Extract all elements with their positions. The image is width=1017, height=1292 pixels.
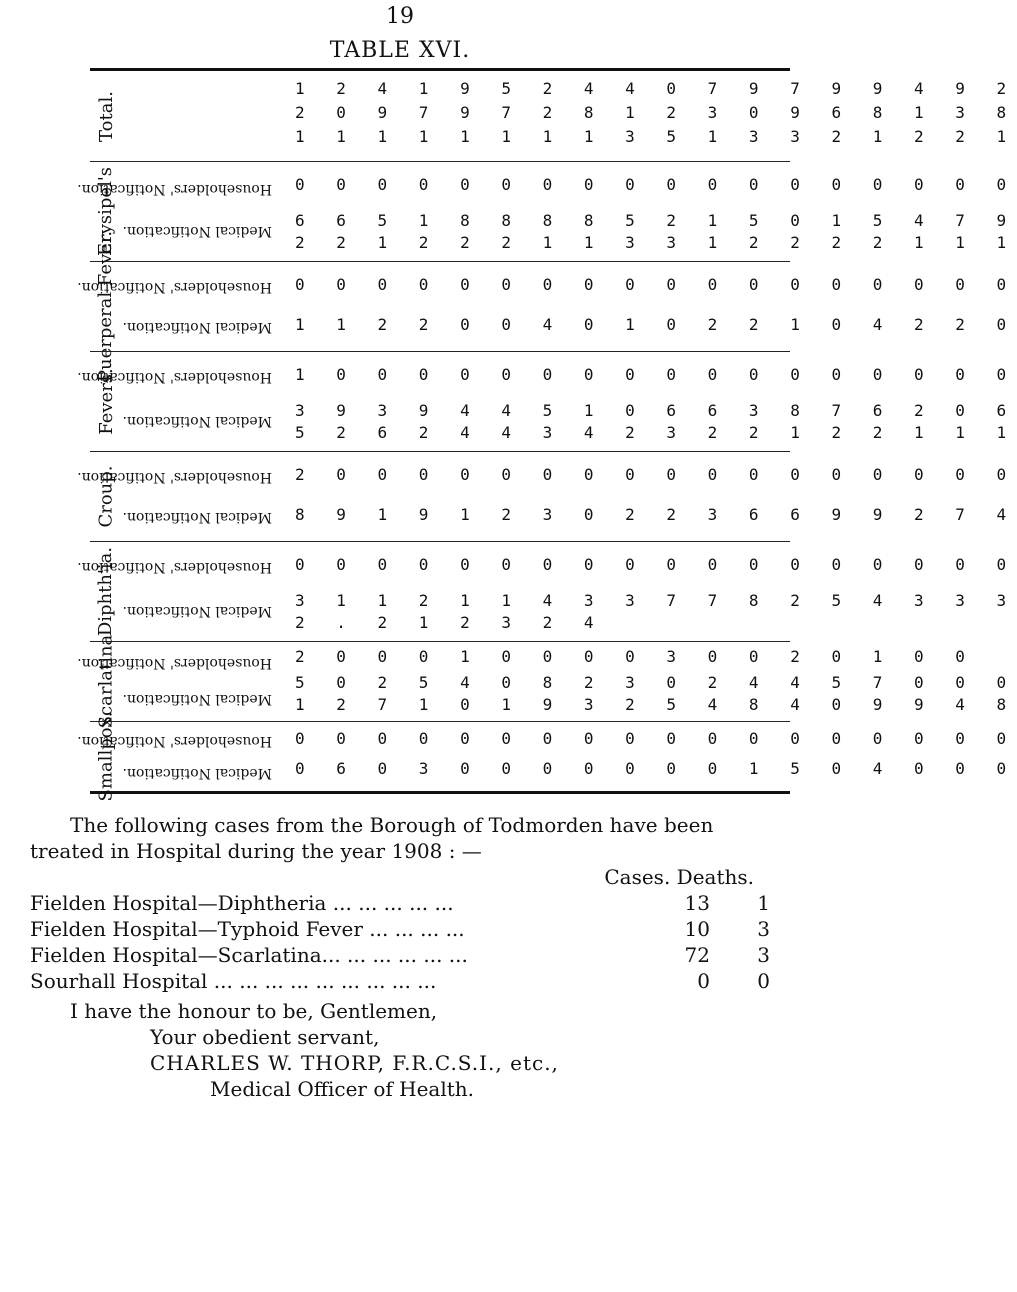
hospital-row-cases: 0 bbox=[697, 969, 710, 993]
group-label-diphtheria: Diphth'ia. bbox=[95, 546, 117, 636]
sub-erysipelas-medical: Medical Notification. bbox=[122, 223, 272, 239]
row-puerperal-householders: 0 0 0 0 0 0 0 0 0 0 0 0 0 0 0 0 0 0 bbox=[295, 275, 1017, 294]
hospital-row-deaths: 3 bbox=[757, 917, 770, 941]
officer-title: Medical Officer of Health. bbox=[210, 1077, 475, 1101]
group-label-puerperal: Puerperal Fever. bbox=[95, 230, 117, 382]
group-scarlatina bbox=[77, 634, 1017, 728]
group-label-erysipelas: Erysipel's bbox=[95, 166, 117, 256]
row-diphtheria-medical-2: 2 . 2 1 2 3 2 4 bbox=[295, 613, 605, 632]
group-label-fevers: Fevers. bbox=[95, 367, 117, 435]
sub-smallpox-medical: Medical Notification. bbox=[122, 765, 272, 781]
row-total: 1 2 4 1 9 5 2 4 4 0 7 9 7 9 9 4 9 2 bbox=[295, 79, 1017, 98]
hospital-row-desc: Sourhall Hospital ... ... ... ... ... ... ... ... ... bbox=[30, 969, 437, 993]
hospital-row-deaths: 3 bbox=[757, 943, 770, 967]
group-croup bbox=[77, 451, 1017, 542]
sub-diphtheria-householders: Householders' Notification. bbox=[77, 559, 272, 575]
hospital-row-cases: 10 bbox=[684, 917, 710, 941]
hospital-row-desc: Fielden Hospital—Typhoid Fever ... ... ... ... bbox=[30, 917, 465, 941]
hospital-row bbox=[30, 916, 770, 942]
row-fevers-householders: 1 0 0 0 0 0 0 0 0 0 0 0 0 0 0 0 0 0 bbox=[295, 365, 1017, 384]
intro-paragraph: The following cases from the Borough of Todmorden have been treated in Hospital during the year 1908 : — bbox=[30, 813, 714, 863]
row-total-2: 2 0 9 7 9 7 2 8 1 2 3 0 9 6 8 1 3 8 bbox=[295, 103, 1017, 122]
closing-line-2: Your obedient servant, bbox=[150, 1025, 380, 1049]
sub-scarlatina-medical: Medical Notification. bbox=[122, 691, 272, 707]
row-croup-medical: 8 9 1 9 1 2 3 0 2 2 3 6 6 9 9 2 7 4 bbox=[295, 505, 1017, 524]
group-label-smallpox: Smallpox. bbox=[95, 711, 117, 801]
sub-erysipelas-householders: Householders' Notification. bbox=[77, 181, 272, 197]
hospital-row-deaths: 0 bbox=[757, 969, 770, 993]
group-total bbox=[90, 71, 1017, 162]
row-erysipelas-medical-2: 2 2 1 2 2 2 1 1 3 3 1 2 2 2 2 1 1 1 bbox=[295, 233, 1017, 252]
rotated-table bbox=[77, 68, 1017, 801]
row-diphtheria-householders: 0 0 0 0 0 0 0 0 0 0 0 0 0 0 0 0 0 0 bbox=[295, 555, 1017, 574]
hospital-row-desc: Fielden Hospital—Diphtheria ... ... ... ... ... bbox=[30, 891, 454, 915]
row-fevers-medical: 3 9 3 9 4 4 5 1 0 6 6 3 8 7 6 2 0 6 bbox=[295, 401, 1017, 420]
row-smallpox-medical: 0 6 0 3 0 0 0 0 0 0 0 1 5 0 4 0 0 0 bbox=[295, 759, 1017, 778]
hospital-row bbox=[30, 942, 770, 968]
signature: CHARLES W. THORP, F.R.C.S.I., etc., bbox=[150, 1051, 559, 1075]
group-smallpox bbox=[77, 711, 1017, 801]
row-croup-householders: 2 0 0 0 0 0 0 0 0 0 0 0 0 0 0 0 0 0 bbox=[295, 465, 1017, 484]
row-scarlatina-medical-2: 1 2 7 1 0 1 9 3 2 5 4 8 4 0 9 9 4 8 bbox=[295, 695, 1017, 714]
row-erysipelas-householders: 0 0 0 0 0 0 0 0 0 0 0 0 0 0 0 0 0 0 bbox=[295, 175, 1017, 194]
group-diphtheria bbox=[77, 541, 1017, 642]
group-label-total: Total. bbox=[95, 90, 117, 142]
hospital-row bbox=[30, 968, 770, 994]
row-scarlatina-householders: 2 0 0 0 1 0 0 0 0 3 0 0 2 0 1 0 0 bbox=[295, 647, 976, 666]
group-erysipelas bbox=[77, 161, 1017, 262]
closing-line: I have the honour to be, Gentlemen, bbox=[70, 999, 438, 1023]
row-total-3: 1 1 1 1 1 1 1 1 3 5 1 3 3 2 1 2 2 1 bbox=[295, 127, 1017, 146]
hospital-row-cases: 13 bbox=[684, 891, 710, 915]
row-fevers-medical-2: 5 2 6 2 4 4 3 4 2 3 2 2 1 2 2 1 1 1 bbox=[295, 423, 1017, 442]
hospital-row-desc: Fielden Hospital—Scarlatina... ... ... ... ... ... bbox=[30, 943, 468, 967]
report-text bbox=[30, 812, 770, 1102]
sub-fevers-medical: Medical Notification. bbox=[122, 413, 272, 429]
row-erysipelas-medical: 6 6 5 1 8 8 8 8 5 2 1 5 0 1 5 4 7 9 bbox=[295, 211, 1017, 230]
sub-puerperal-householders: Householders' Notification. bbox=[77, 279, 272, 295]
cases-deaths-header: Cases. Deaths. bbox=[604, 865, 754, 889]
group-label-croup: Croup. bbox=[95, 464, 117, 528]
table-title: TABLE XVI. bbox=[329, 38, 471, 63]
sub-croup-householders: Householders' Notification. bbox=[77, 469, 272, 485]
hospital-row bbox=[30, 890, 770, 916]
sub-smallpox-householders: Householders' Notification. bbox=[77, 733, 272, 749]
group-fevers bbox=[77, 351, 1017, 452]
hospital-row-cases: 72 bbox=[684, 943, 710, 967]
row-smallpox-householders: 0 0 0 0 0 0 0 0 0 0 0 0 0 0 0 0 0 0 bbox=[295, 729, 1017, 748]
sub-fevers-householders: Householders' Notification. bbox=[77, 369, 272, 385]
sub-puerperal-medical: Medical Notification. bbox=[122, 319, 272, 335]
sub-croup-medical: Medical Notification. bbox=[122, 509, 272, 525]
group-label-scarlatina: Scarlatina bbox=[95, 634, 117, 728]
sub-diphtheria-medical: Medical Notification. bbox=[122, 603, 272, 619]
row-scarlatina-medical: 5 0 2 5 4 0 8 2 3 0 2 4 4 5 7 0 0 0 bbox=[295, 673, 1017, 692]
page-number: 19 bbox=[386, 4, 414, 29]
row-puerperal-medical: 1 1 2 2 0 0 4 0 1 0 2 2 1 0 4 2 2 0 bbox=[295, 315, 1017, 334]
row-diphtheria-medical: 3 1 1 2 1 1 4 3 3 7 7 8 2 5 4 3 3 3 bbox=[295, 591, 1017, 610]
sub-scarlatina-householders: Householders' Notification. bbox=[77, 655, 272, 671]
hospital-row-deaths: 1 bbox=[757, 891, 770, 915]
